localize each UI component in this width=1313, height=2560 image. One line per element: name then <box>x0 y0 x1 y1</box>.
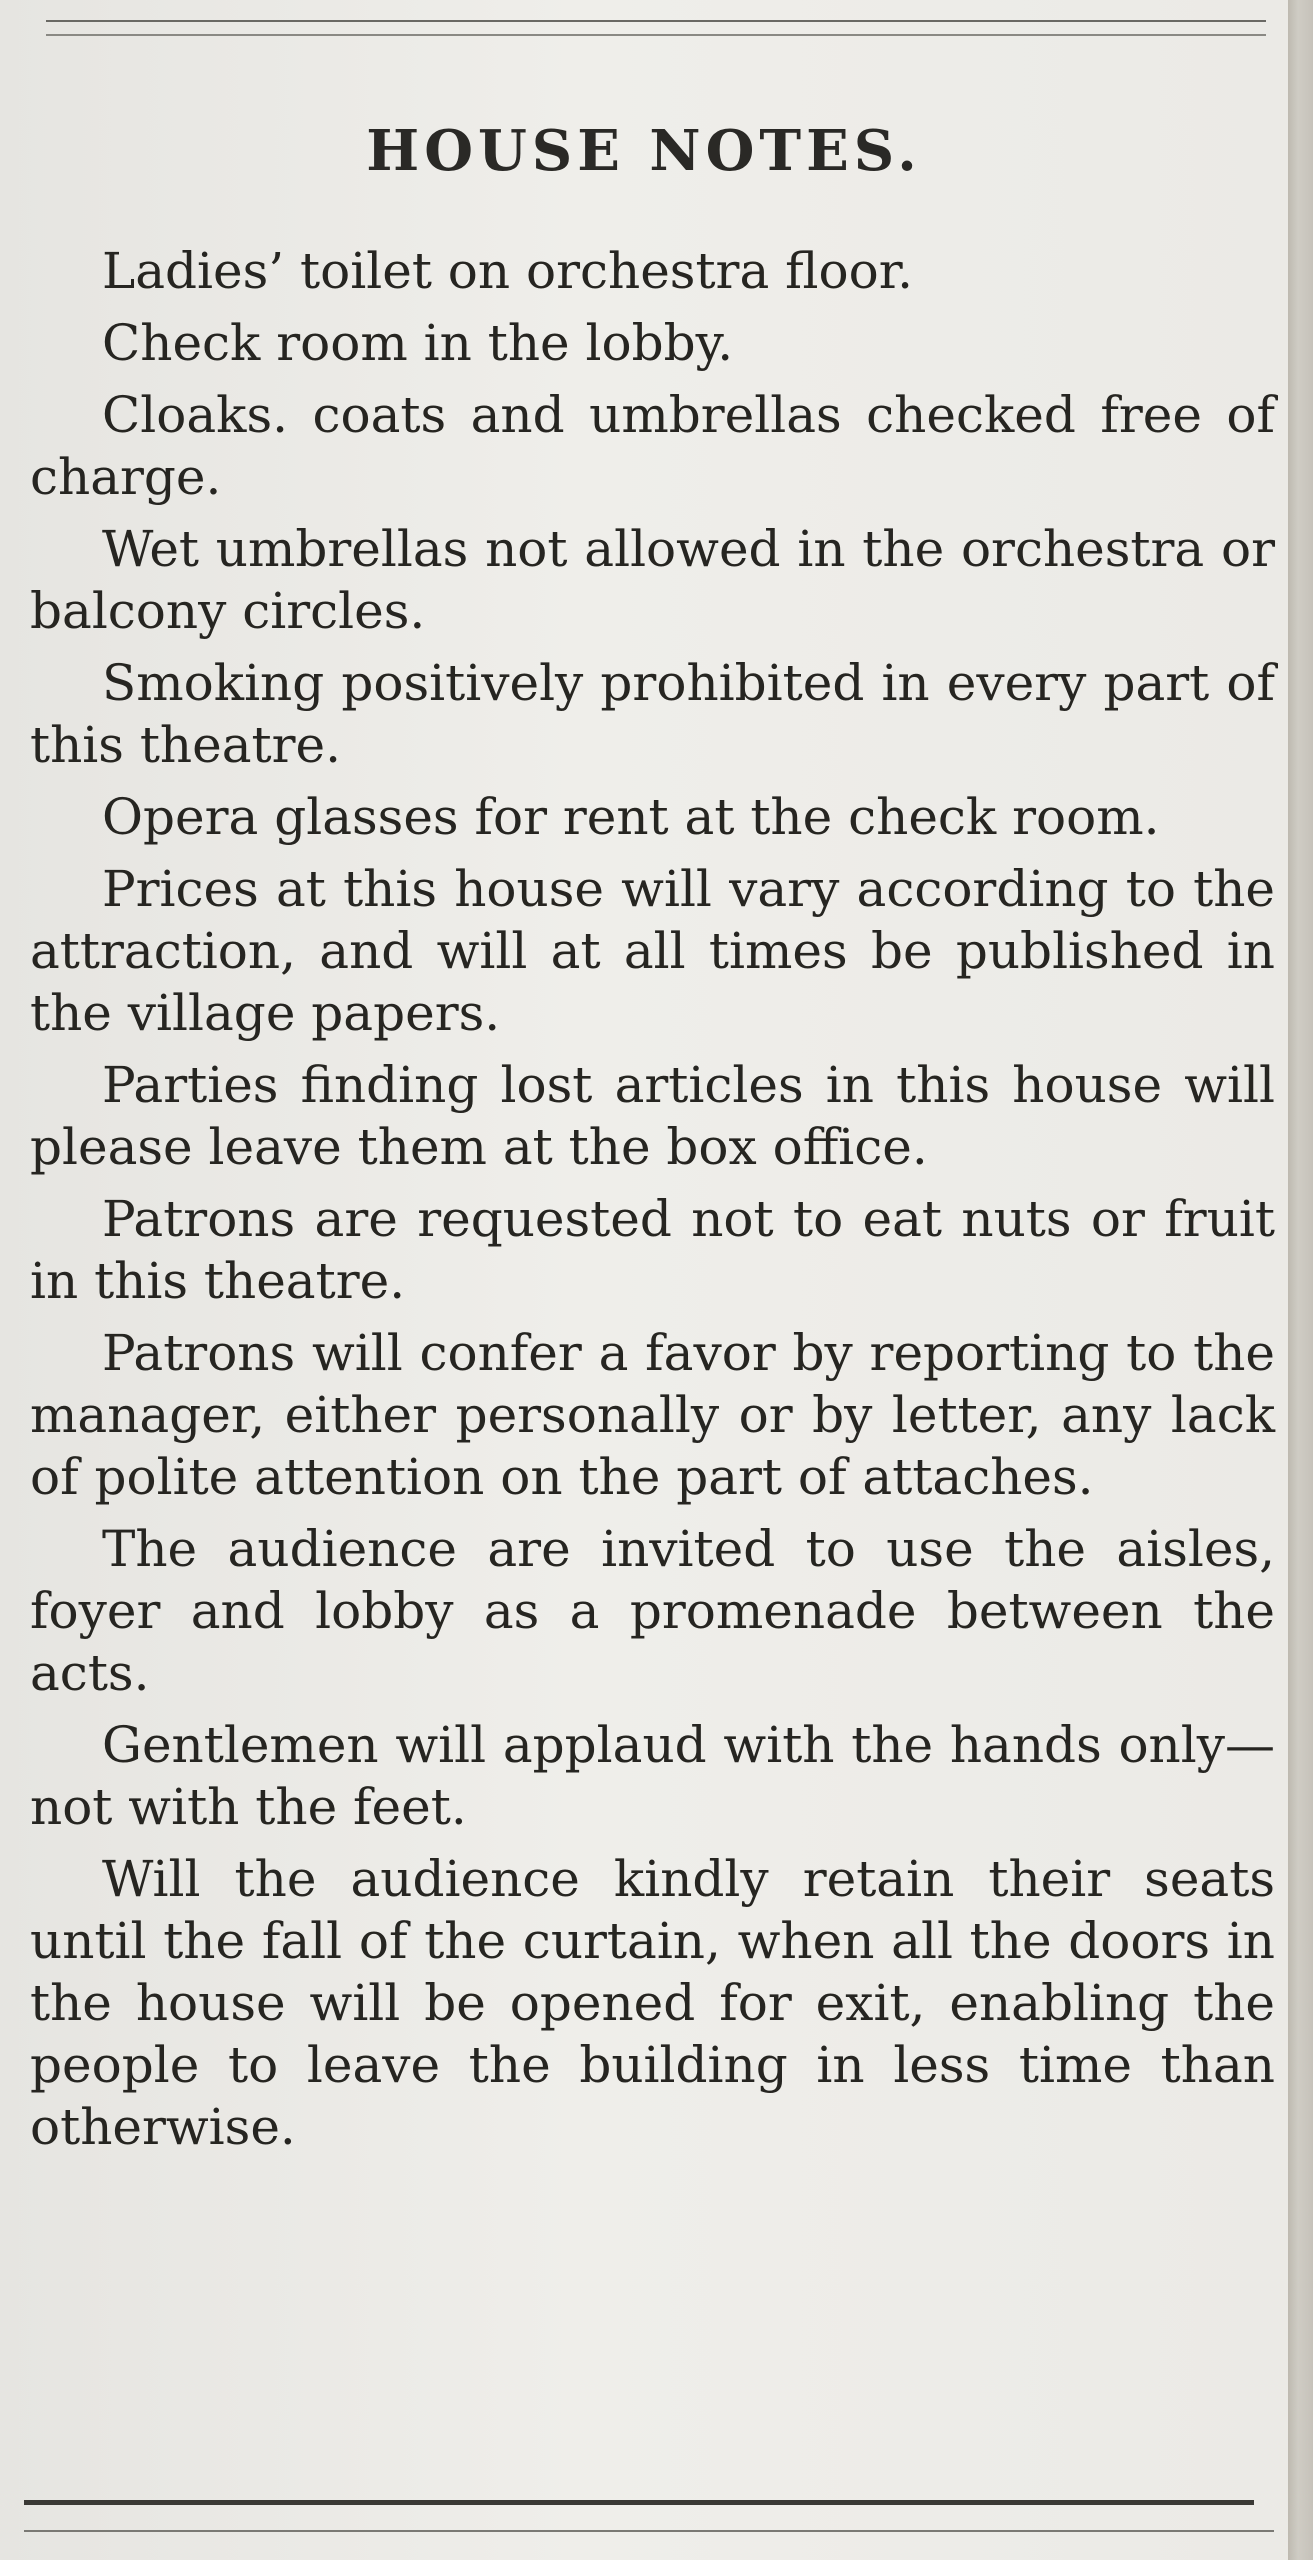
note-item: Cloaks. coats and umbrellas checked free of charge. <box>30 386 1275 506</box>
note-item: Prices at this house will vary according to the attraction, and will at all times be published in the village papers. <box>30 860 1275 1042</box>
page-title: HOUSE NOTES. <box>366 118 922 184</box>
note-item: Opera glasses for rent at the check room. <box>102 788 1160 846</box>
note-item: Patrons will confer a favor by reporting to the manager, either personally or by letter, any lack of polite attention on the part of attaches. <box>30 1324 1275 1506</box>
bottom-rule <box>24 2500 1254 2505</box>
note-item: Wet umbrellas not allowed in the orchestra or balcony circles. <box>30 520 1275 640</box>
note-item: Gentlemen will applaud with the hands only—not with the feet. <box>30 1716 1275 1836</box>
note-item: Ladies’ toilet on orchestra floor. <box>102 242 914 300</box>
notes-list <box>30 240 1275 2168</box>
top-rule <box>46 20 1266 22</box>
bottom-rule-secondary <box>24 2530 1274 2532</box>
note-item: Check room in the lobby. <box>102 314 734 372</box>
note-item: Will the audience kindly retain their seats until the fall of the curtain, when all the doors in the house will be opened for exit, enabling the people to leave the building in less time than otherwise. <box>30 1850 1275 2156</box>
note-item: Smoking positively prohibited in every part of this theatre. <box>30 654 1275 774</box>
page-edge <box>1288 0 1313 2560</box>
top-rule-secondary <box>46 34 1266 36</box>
note-item: Parties finding lost articles in this house will please leave them at the box office. <box>30 1056 1275 1176</box>
note-item: Patrons are requested not to eat nuts or fruit in this theatre. <box>30 1190 1275 1310</box>
note-item: The audience are invited to use the aisles, foyer and lobby as a promenade between the acts. <box>30 1520 1275 1702</box>
